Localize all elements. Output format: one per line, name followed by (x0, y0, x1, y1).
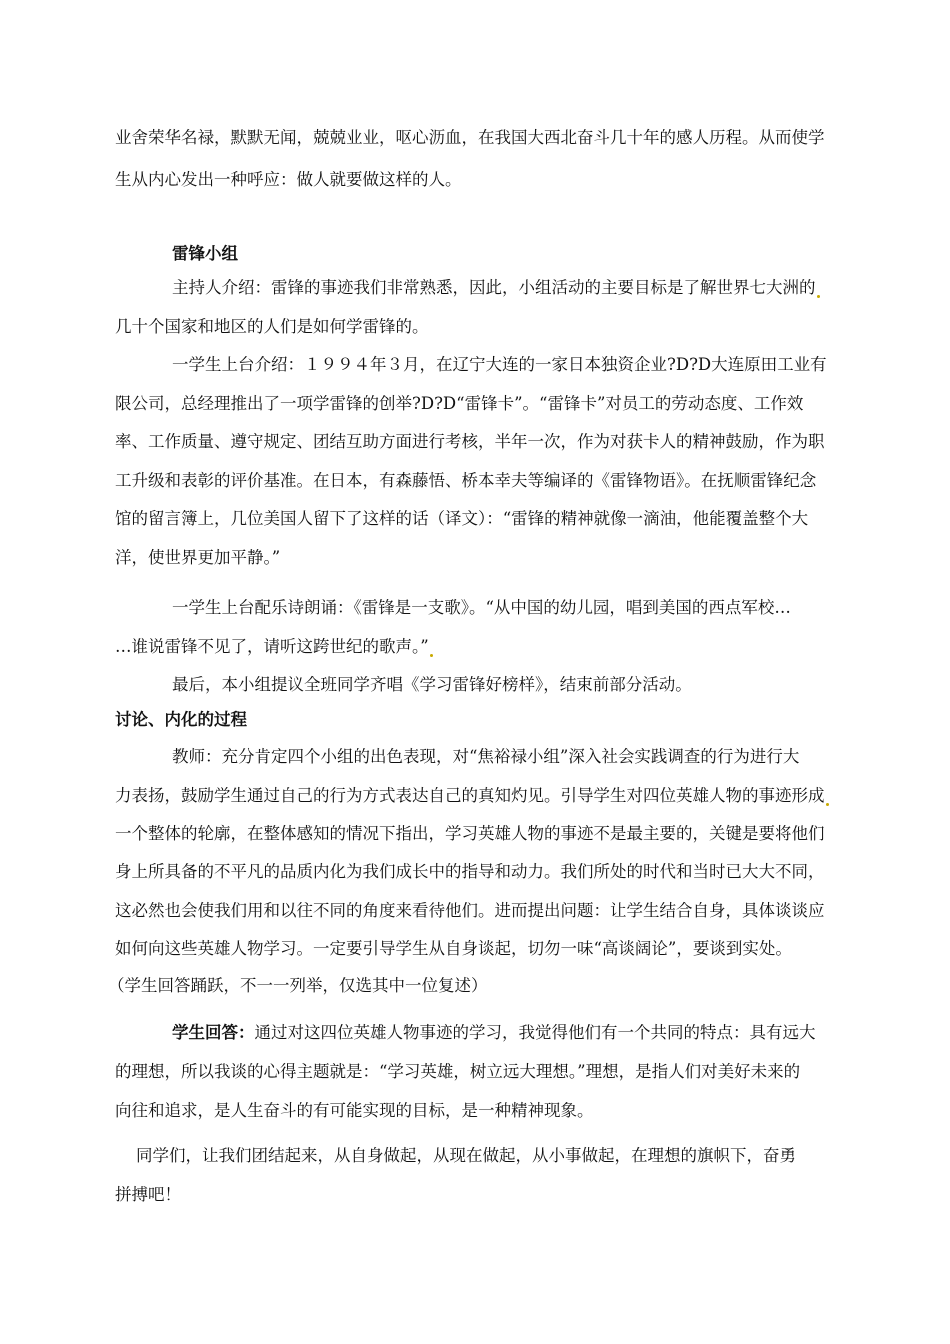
text-line: 一学生上台配乐诗朗诵：《雷锋是一支歌》。“从中国的幼儿园，唱到美国的西点军校… (172, 598, 791, 617)
text-line: 馆的留言簿上，几位美国人留下了这样的话（译文）：“雷锋的精神就像一滴油，他能覆盖整个大 (115, 509, 809, 528)
text-line: 身上所具备的不平凡的品质内化为我们成长中的指导和动力。我们所处的时代和当时已大大不同， (115, 862, 825, 881)
text-line: 几十个国家和地区的人们是如何学雷锋的。 (115, 317, 429, 336)
answer-label: 学生回答： (172, 1023, 255, 1042)
text-line: …谁说雷锋不见了，请听这跨世纪的歌声。” (115, 637, 434, 657)
text-line: 洋，使世界更加平静。” (115, 548, 281, 567)
text-line: 力表扬，鼓励学生通过自己的行为方式表达自己的真知灼见。引导学生对四位英雄人物的事迹形成 (115, 786, 830, 806)
text-line: 这必然也会使我们用和以往不同的角度来看待他们。进而提出问题：让学生结合自身，具体谈谈应 (115, 901, 825, 920)
section-heading: 雷锋小组 (172, 244, 238, 263)
mark-dot (826, 803, 829, 806)
text-line: 业舍荣华名禄，默默无闻，兢兢业业，呕心沥血，在我国大西北奋斗几十年的感人历程。从而使学 (115, 128, 825, 147)
text-line: 主持人介绍：雷锋的事迹我们非常熟悉，因此，小组活动的主要目标是了解世界七大洲的 (172, 278, 821, 298)
section-heading: 讨论、内化的过程 (115, 710, 247, 729)
text-line: 率、工作质量、遵守规定、团结互助方面进行考核，半年一次，作为对获卡人的精神鼓励，作为职 (115, 432, 825, 451)
text-line: 教师：充分肯定四个小组的出色表现，对“焦裕禄小组”深入社会实践调查的行为进行大 (172, 747, 800, 766)
text-line: 学生回答：通过对这四位英雄人物事迹的学习，我觉得他们有一个共同的特点：具有远大 (172, 1023, 816, 1042)
text-line: 工升级和表彰的评价基准。在日本，有森藤悟、桥本幸夫等编译的《雷锋物语》。在抚顺雷锋纪念 (115, 471, 817, 490)
text-line: 的理想，所以我谈的心得主题就是：“学习英雄，树立远大理想。”理想，是指人们对美好未来的 (115, 1062, 801, 1081)
text-line: 一学生上台介绍：１９９４年３月，在辽宁大连的一家日本独资企业?D?D大连原田工业有 (172, 355, 827, 374)
mark-dot (817, 295, 820, 298)
text-line: 限公司，总经理推出了一项学雷锋的创举?D?D“雷锋卡”。“雷锋卡”对员工的劳动态度、工作效 (115, 394, 804, 413)
text-line: 同学们，让我们团结起来，从自身做起，从现在做起，从小事做起，在理想的旗帜下，奋勇 (136, 1146, 796, 1165)
mark-dot (430, 654, 433, 657)
text-line: 生从内心发出一种呼应：做人就要做这样的人。 (115, 170, 462, 189)
text-line: 拼搏吧！ (115, 1185, 181, 1204)
text-line: （学生回答踊跃，不一一列举，仅选其中一位复述） (108, 976, 488, 995)
text-line: 如何向这些英雄人物学习。一定要引导学生从自身谈起，切勿一味“高谈阔论”，要谈到实处。 (115, 939, 792, 958)
text-line: 最后，本小组提议全班同学齐唱《学习雷锋好榜样》，结束前部分活动。 (172, 675, 692, 694)
text-line: 向往和追求，是人生奋斗的有可能实现的目标，是一种精神现象。 (115, 1101, 594, 1120)
text-line: 一个整体的轮廓，在整体感知的情况下指出，学习英雄人物的事迹不是最主要的，关键是要将他们 (115, 824, 825, 843)
